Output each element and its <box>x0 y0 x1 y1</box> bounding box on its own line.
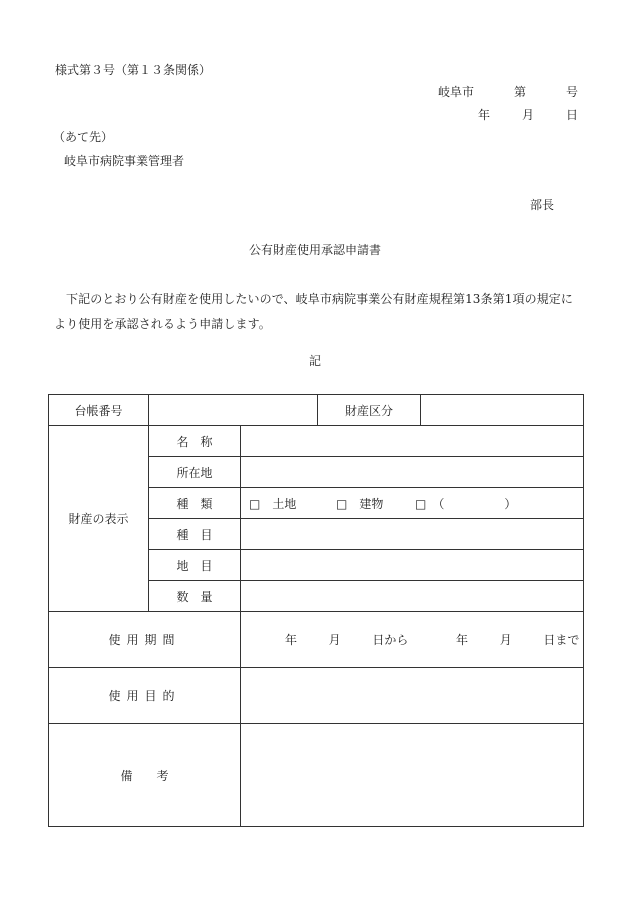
usage-period-field[interactable] <box>241 612 584 668</box>
document-number-line <box>438 83 578 100</box>
table-row <box>49 395 584 426</box>
period-year-to: 年 <box>456 633 469 647</box>
property-display-label: 財産の表示 <box>49 426 149 612</box>
quantity-field[interactable] <box>241 581 584 612</box>
category-field[interactable] <box>241 519 584 550</box>
month-label: 月 <box>521 108 534 122</box>
body-text: 下記のとおり公有財産を使用したいので、岐阜市病院事業公有財産規程第13条第1項の規定により使用を承認されるよう申請します。 <box>54 292 573 331</box>
building-checkbox[interactable]: □ 建物 <box>336 496 384 511</box>
usage-purpose-field[interactable] <box>241 668 584 724</box>
remarks-field[interactable] <box>241 724 584 827</box>
period-month-to: 月 <box>499 633 512 647</box>
quantity-label: 数 量 <box>149 581 241 612</box>
go-label: 号 <box>565 85 578 99</box>
table-row <box>49 426 584 457</box>
period-year-from: 年 <box>285 633 298 647</box>
city-label: 岐阜市 <box>438 85 475 99</box>
other-checkbox[interactable]: □ （ ） <box>415 496 517 511</box>
table-row <box>49 668 584 724</box>
land-category-field[interactable] <box>241 550 584 581</box>
ledger-number-field[interactable] <box>149 395 318 426</box>
category-label: 種 目 <box>149 519 241 550</box>
kind-options <box>241 488 584 519</box>
land-category-label: 地 目 <box>149 550 241 581</box>
ki-label: 記 <box>308 354 321 368</box>
kind-label: 種 類 <box>149 488 241 519</box>
day-label: 日 <box>565 108 578 122</box>
addressee-name: 岐阜市病院事業管理者 <box>64 154 185 168</box>
location-field[interactable] <box>241 457 584 488</box>
name-label: 名 称 <box>149 426 241 457</box>
remarks-label: 備 考 <box>49 724 241 827</box>
table-row <box>49 612 584 668</box>
property-class-field[interactable] <box>421 395 584 426</box>
applicant-title: 部長 <box>530 198 555 212</box>
property-class-label: 財産区分 <box>318 395 421 426</box>
usage-purpose-label: 使用目的 <box>49 668 241 724</box>
land-checkbox[interactable]: □ 土地 <box>249 496 297 511</box>
ledger-number-label: 台帳番号 <box>49 395 149 426</box>
date-line <box>478 106 578 123</box>
dai-label: 第 <box>513 85 526 99</box>
table-row <box>49 724 584 827</box>
addressee-label: （あて先） <box>53 130 114 144</box>
period-day-from: 日から <box>372 633 409 647</box>
form-number: 様式第３号（第１３条関係） <box>55 63 212 77</box>
period-month-from: 月 <box>328 633 341 647</box>
year-label: 年 <box>478 108 491 122</box>
document-title: 公有財産使用承認申請書 <box>248 243 381 257</box>
period-day-to: 日まで <box>543 633 580 647</box>
location-label: 所在地 <box>149 457 241 488</box>
application-form-table <box>48 394 584 827</box>
usage-period-label: 使用期間 <box>49 612 241 668</box>
name-field[interactable] <box>241 426 584 457</box>
